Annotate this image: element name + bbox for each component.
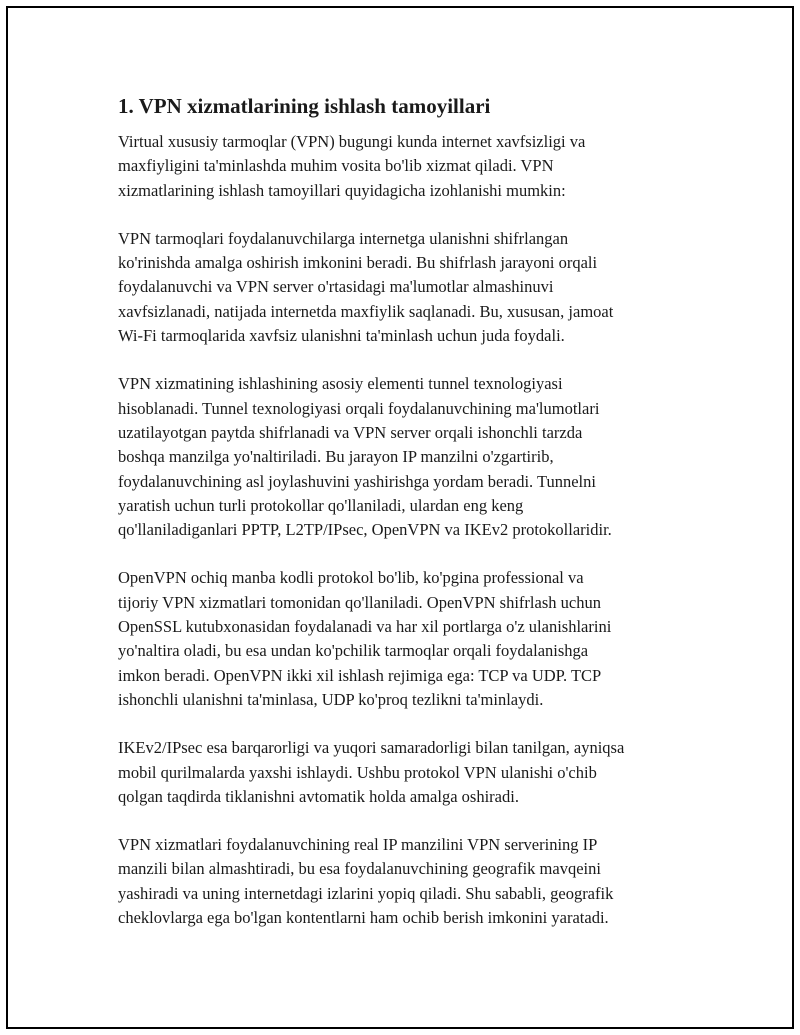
text-line: yashiradi va uning internetdagi izlarini yopiq qiladi. Shu sababli, geografik [118, 883, 614, 903]
text-line: tijoriy VPN xizmatlari tomonidan qo'llaniladi. OpenVPN shifrlash uchun [118, 592, 601, 612]
paragraph-tunneling [118, 372, 698, 542]
text-line: OpenSSL kutubxonasidan foydalanadi va har xil portlarga o'z ulanishlarini [118, 617, 612, 637]
paragraph-ikev2 [118, 736, 698, 809]
text-line: foydalanuvchi va VPN server o'rtasidagi ma'lumotlar almashinuvi [118, 277, 554, 297]
paragraph-encryption [118, 227, 698, 348]
text-line: ko'rinishda amalga oshirish imkonini beradi. Bu shifrlash jarayoni orqali [118, 253, 598, 273]
text-line: OpenVPN ochiq manba kodli protokol bo'lib, ko'pgina professional va [118, 568, 584, 588]
text-line: boshqa manzilga yo'naltiriladi. Bu jarayon IP manzilni o'zgartirib, [118, 447, 554, 467]
paragraph-intro [118, 130, 698, 203]
text-line: xavfsizlanadi, natijada internetda maxfiylik saqlanadi. Bu, xususan, jamoat [118, 301, 614, 321]
text-line: VPN tarmoqlari foydalanuvchilarga internetga ulanishni shifrlangan [118, 228, 569, 248]
text-line: cheklovlarga ega bo'lgan kontentlarni ham ochib berish imkonini yaratadi. [118, 908, 609, 928]
text-line: xizmatlarining ishlash tamoyillari quyidagicha izohlanishi mumkin: [118, 180, 566, 200]
text-line: yaratish uchun turli protokollar qo'llaniladi, ulardan eng keng [118, 495, 524, 515]
document-body [118, 92, 698, 954]
paragraph-openvpn [118, 566, 698, 712]
text-line: qo'llaniladiganlari PPTP, L2TP/IPsec, OpenVPN va IKEv2 protokollaridir. [118, 520, 612, 540]
text-line: maxfiyligini ta'minlashda muhim vosita bo'lib xizmat qiladi. VPN [118, 156, 554, 176]
text-line: VPN xizmatlari foydalanuvchining real IP manzilini VPN serverining IP [118, 835, 598, 855]
text-line: hisoblanadi. Tunnel texnologiyasi orqali foydalanuvchining ma'lumotlari [118, 398, 600, 418]
text-line: mobil qurilmalarda yaxshi ishlaydi. Ushbu protokol VPN ulanishi o'chib [118, 762, 597, 782]
text-line: yo'naltira oladi, bu esa undan ko'pchilik tarmoqlar orqali foydalanishga [118, 641, 589, 661]
text-line: Virtual xususiy tarmoqlar (VPN) bugungi kunda internet xavfsizligi va [118, 132, 586, 151]
text-line: Wi-Fi tarmoqlarida xavfsiz ulanishni ta'minlash uchun juda foydali. [118, 326, 565, 346]
section-heading: 1. VPN xizmatlarining ishlash tamoyillari [118, 94, 491, 118]
text-line: manzili bilan almashtiradi, bu esa foydalanuvchining geografik mavqeini [118, 859, 601, 879]
text-line: IKEv2/IPsec esa barqarorligi va yuqori samaradorligi bilan tanilgan, ayniqsa [118, 738, 625, 758]
text-line: imkon beradi. OpenVPN ikki xil ishlash rejimiga ega: TCP va UDP. TCP [118, 665, 602, 685]
text-line: uzatilayotgan paytda shifrlanadi va VPN server orqali ishonchli tarzda [118, 422, 583, 442]
text-line: ishonchli ulanishni ta'minlasa, UDP ko'proq tezlikni ta'minlaydi. [118, 689, 544, 709]
text-line: foydalanuvchining asl joylashuvini yashirishga yordam beradi. Tunnelni [118, 471, 596, 491]
text-line: qolgan taqdirda tiklanishni avtomatik holda amalga oshiradi. [118, 786, 519, 806]
text-line: VPN xizmatining ishlashining asosiy elementi tunnel texnologiyasi [118, 374, 563, 394]
paragraph-ip-masking [118, 833, 698, 930]
